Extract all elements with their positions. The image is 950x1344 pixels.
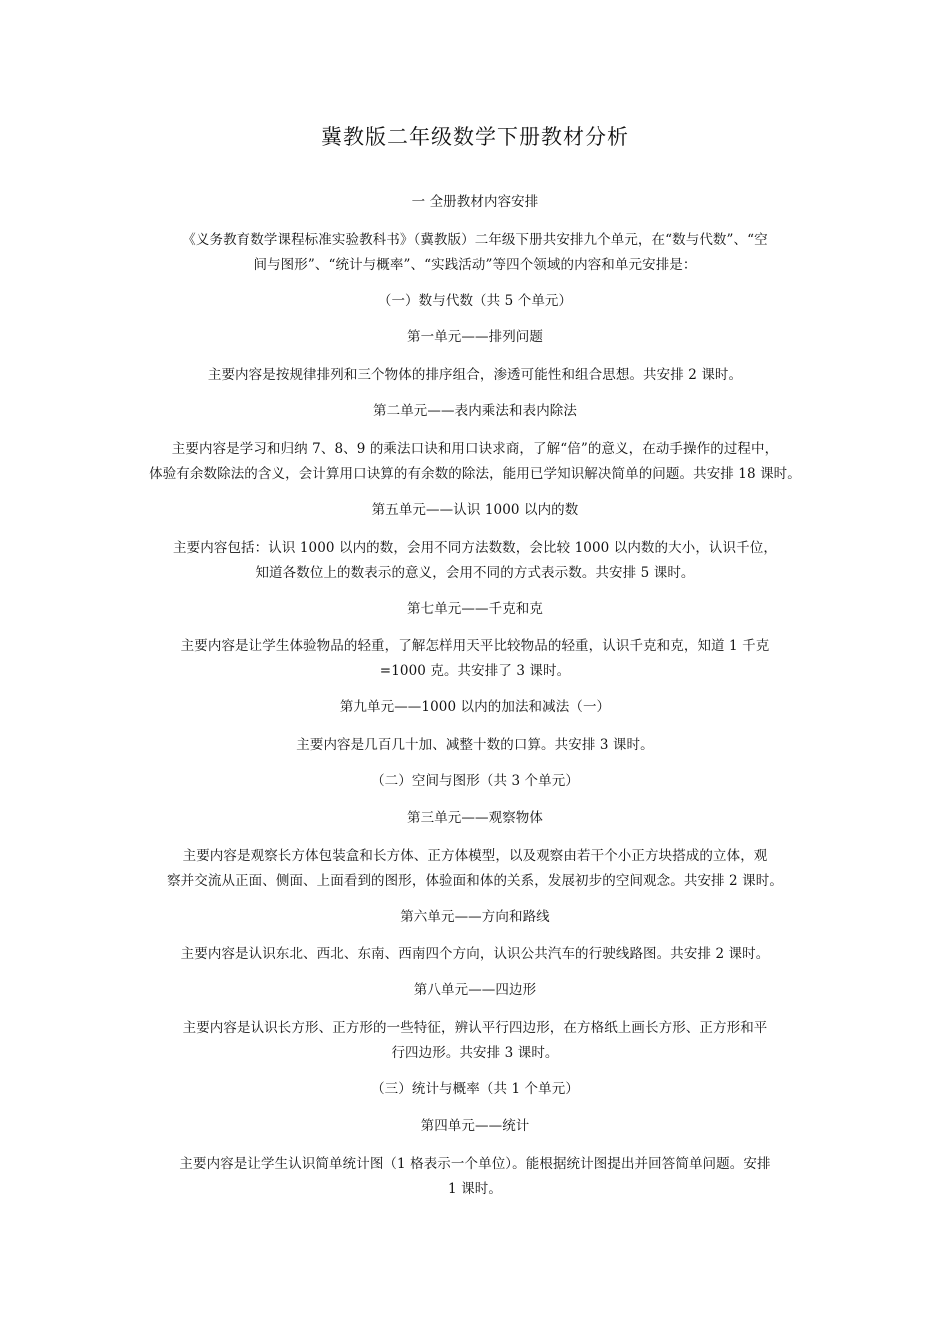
unit-text-8-line-1: 主要内容是认识长方形、正方形的一些特征，辨认平行四边形，在方格纸上画长方形、正方形和平	[182, 1020, 768, 1036]
unit-heading-8: 第八单元——四边形	[413, 982, 537, 998]
unit-text-3-line-2: 察并交流从正面、侧面、上面看到的图形，体验面和体的关系，发展初步的空间观念。共安排 2 课时。	[167, 873, 783, 889]
unit-text-2-line-1: 主要内容是学习和归纳 7、8、9 的乘法口诀和用口诀求商，了解“倍”的意义，在动手操作的过程中，	[171, 441, 779, 457]
unit-text-7-line-1: 主要内容是让学生体验物品的轻重，了解怎样用天平比较物品的轻重，认识千克和克，知道 1 千克	[180, 638, 770, 654]
section-heading-content-arrangement: 一 全册教材内容安排	[411, 194, 539, 210]
intro-paragraph-line-1: 《义务教育数学课程标准实验教科书》（冀教版）二年级下册共安排九个单元，在“数与代数”、“空	[182, 232, 768, 248]
unit-heading-7: 第七单元——千克和克	[407, 601, 543, 617]
part-heading-space-shape: （二）空间与图形（共 3 个单元）	[371, 773, 579, 789]
unit-text-7-line-2: =1000 克。共安排了 3 课时。	[379, 663, 571, 679]
unit-text-3-line-1: 主要内容是观察长方体包装盒和长方体、正方体模型，以及观察由若干个小正方块搭成的立体，观	[182, 848, 768, 864]
unit-text-5-line-1: 主要内容包括：认识 1000 以内的数，会用不同方法数数，会比较 1000 以内数的大小，认识千位，	[173, 540, 777, 556]
unit-text-2-line-2: 体验有余数除法的含义，会计算用口诀算的有余数的除法，能用已学知识解决简单的问题。共安排 18 课时。	[149, 466, 801, 482]
unit-heading-3: 第三单元——观察物体	[407, 810, 543, 826]
unit-text-8-line-2: 行四边形。共安排 3 课时。	[391, 1045, 559, 1061]
unit-text-4-line-1: 主要内容是让学生认识简单统计图（1 格表示一个单位）。能根据统计图提出并回答简单问题。安排	[179, 1156, 771, 1172]
unit-heading-2: 第二单元——表内乘法和表内除法	[373, 403, 577, 419]
document-title: 冀教版二年级数学下册教材分析	[321, 125, 629, 149]
part-heading-statistics-probability: （三）统计与概率（共 1 个单元）	[371, 1081, 579, 1097]
intro-paragraph-line-2: 间与图形”、“统计与概率”、“实践活动”等四个领域的内容和单元安排是：	[253, 257, 697, 273]
unit-heading-1: 第一单元——排列问题	[407, 329, 543, 345]
unit-heading-9: 第九单元——1000 以内的加法和减法（一）	[339, 699, 611, 715]
unit-text-5-line-2: 知道各数位上的数表示的意义，会用不同的方式表示数。共安排 5 课时。	[255, 565, 695, 581]
unit-text-9: 主要内容是几百几十加、减整十数的口算。共安排 3 课时。	[296, 737, 654, 753]
unit-heading-6: 第六单元——方向和路线	[400, 909, 550, 925]
unit-text-1: 主要内容是按规律排列和三个物体的排序组合，渗透可能性和组合思想。共安排 2 课时。	[207, 367, 743, 383]
unit-heading-4: 第四单元——统计	[420, 1118, 530, 1134]
unit-text-6: 主要内容是认识东北、西北、东南、西南四个方向，认识公共汽车的行驶线路图。共安排 2 课时。	[180, 946, 770, 962]
part-heading-number-algebra: （一）数与代数（共 5 个单元）	[377, 293, 573, 309]
unit-text-4-line-2: 1 课时。	[448, 1181, 502, 1197]
unit-heading-5: 第五单元——认识 1000 以内的数	[371, 502, 579, 518]
